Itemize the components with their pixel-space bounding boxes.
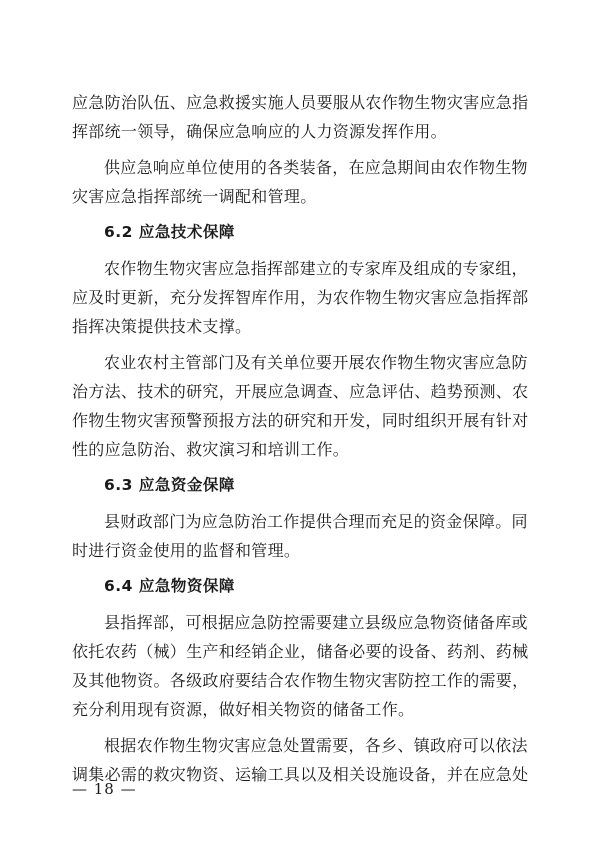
text-line: 时进行资金使用的监督和管理。 — [72, 541, 301, 560]
text-line: 性的应急防治、救灾演习和培训工作。 — [72, 440, 350, 459]
paragraph — [72, 608, 528, 724]
section-heading-6-4: 6.4 应急物资保障 — [104, 577, 235, 595]
text-line: 充分利用现有资源，做好相关物资的储备工作。 — [72, 700, 415, 719]
text-line: 农作物生物灾害应急指挥部建立的专家库及组成的专家组， — [104, 259, 528, 278]
text-line: 挥部统一领导，确保应急响应的人力资源发挥作用。 — [72, 122, 447, 141]
text-line: 应急防治队伍、应急救援实施人员要服从农作物生物灾害应急指 — [72, 93, 529, 112]
text-line: 依托农药（械）生产和经销企业，储备必要的设备、药剂、药械 — [72, 642, 529, 661]
paragraph — [72, 507, 528, 565]
paragraph — [72, 731, 528, 789]
text-line: 治方法、技术的研究，开展应急调查、应急评估、趋势预测、农 — [72, 382, 529, 401]
section-heading-6-3: 6.3 应急资金保障 — [104, 476, 235, 494]
text-line: 县指挥部，可根据应急防控需要建立县级应急物资储备库或 — [104, 613, 528, 632]
paragraph — [72, 153, 528, 211]
paragraph — [72, 348, 528, 464]
text-line: 作物生物灾害预警预报方法的研究和开发，同时组织开展有针对 — [72, 411, 529, 430]
section-heading-6-2: 6.2 应急技术保障 — [104, 223, 235, 241]
document-body — [72, 88, 528, 789]
page-number: — 18 — — [72, 780, 137, 798]
text-line: 应及时更新，充分发挥智库作用，为农作物生物灾害应急指挥部 — [72, 288, 529, 307]
paragraph — [72, 88, 528, 146]
text-line: 调集必需的救灾物资、运输工具以及相关设施设备，并在应急处 — [72, 765, 529, 784]
text-line: 供应急响应单位使用的各类装备，在应急期间由农作物生物 — [104, 158, 528, 177]
text-line: 灾害应急指挥部统一调配和管理。 — [72, 187, 317, 206]
text-line: 指挥决策提供技术支撑。 — [72, 317, 252, 336]
text-line: 县财政部门为应急防治工作提供合理而充足的资金保障。同 — [104, 512, 528, 531]
text-line: 根据农作物生物灾害应急处置需要，各乡、镇政府可以依法 — [104, 736, 528, 755]
paragraph — [72, 254, 528, 341]
text-line: 及其他物资。各级政府要结合农作物生物灾害防控工作的需要， — [72, 671, 529, 690]
text-line: 农业农村主管部门及有关单位要开展农作物生物灾害应急防 — [104, 353, 528, 372]
